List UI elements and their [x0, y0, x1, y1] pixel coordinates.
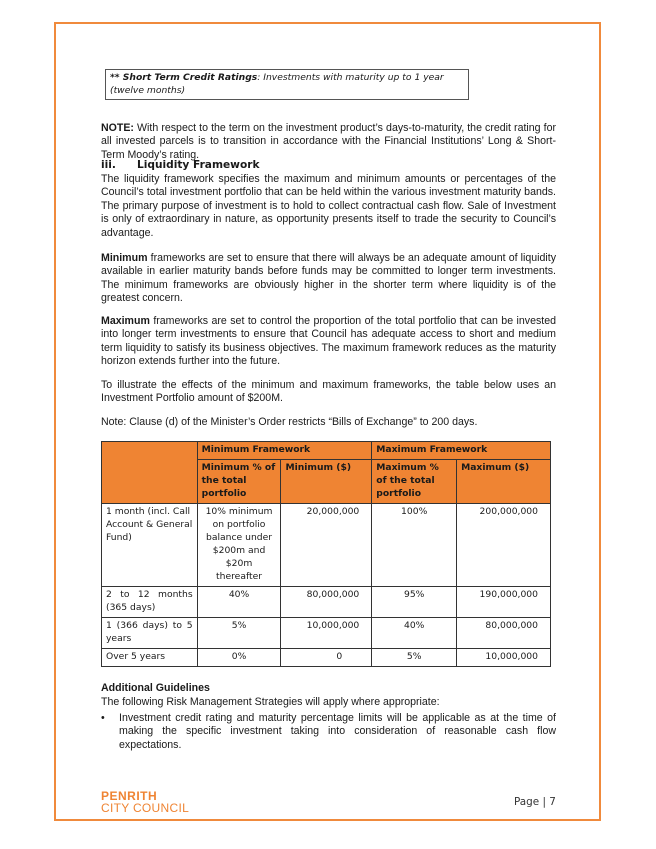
paragraph-liquidity-intro: The liquidity framework specifies the maximum and minimum amounts or percentages of the Council’s total investment portfolio that can be held within the various investment maturity bands. The primary purpose of investment is to hold to collect contractual cash flow. Sale of Investment is only of extraordinary in nature, as opportunity presents itself to trade the security to Council’s advantage. — [101, 173, 556, 239]
band-cell: 2 to 12 months (365 days) — [102, 587, 198, 618]
section-title: Liquidity Framework — [137, 159, 260, 171]
additional-guidelines-title: Additional Guidelines — [101, 682, 210, 694]
min-amt-cell: 0 — [281, 649, 372, 667]
maximum-label: Maximum — [101, 315, 150, 327]
section-heading — [101, 159, 260, 171]
table-row — [102, 587, 551, 618]
maximum-text: frameworks are set to control the proportion of the total portfolio that can be invested into longer term investments to ensure that Council has adequate access to short and medium term liquidity to satisfy its business objectives. The maximum framework reduces as the maturity horizon extends further into the future. — [101, 315, 556, 368]
table-row — [102, 504, 551, 587]
paragraph-illustration: To illustrate the effects of the minimum and maximum frameworks, the table below uses an Investment Portfolio amount of $200M. — [101, 379, 556, 405]
max-pct-cell: 40% — [372, 618, 457, 649]
min-pct-cell: 40% — [197, 587, 281, 618]
band-cell: 1 month (incl. Call Account & General Fund) — [102, 504, 198, 587]
table-row — [102, 618, 551, 649]
col-header-max-pct: Maximum % of the total portfolio — [372, 460, 457, 504]
note-paragraph — [101, 122, 556, 162]
note-box-label: ** Short Term Credit Ratings — [110, 72, 258, 83]
minimum-label: Minimum — [101, 252, 148, 264]
short-term-note-box — [105, 69, 469, 100]
min-amt-cell: 10,000,000 — [281, 618, 372, 649]
minimum-text: frameworks are set to ensure that there will always be an adequate amount of liquidity available in earlier maturity bands before funds may be committed to longer term investments. The minimum frameworks are obviously higher in the shorter term where liquidity is of the greatest concern. — [101, 252, 556, 305]
max-amt-cell: 200,000,000 — [457, 504, 551, 587]
logo-line-penrith: PENRITH — [101, 789, 158, 803]
note-box-text: : Investments with maturity up to 1 year (twelve months) — [110, 72, 444, 96]
page-number: Page | 7 — [514, 796, 556, 808]
min-pct-cell: 10% minimum on portfolio balance under $200m and $20m thereafter — [197, 504, 281, 587]
max-pct-cell: 100% — [372, 504, 457, 587]
max-pct-cell: 95% — [372, 587, 457, 618]
paragraph-bills-note: Note: Clause (d) of the Minister’s Order restricts “Bills of Exchange” to 200 days. — [101, 416, 478, 428]
table-header-blank — [102, 442, 198, 504]
table-row — [102, 649, 551, 667]
max-pct-cell: 5% — [372, 649, 457, 667]
table-group-header-row — [102, 442, 551, 460]
group-header-minimum: Minimum Framework — [197, 442, 372, 460]
min-pct-cell: 0% — [197, 649, 281, 667]
col-header-min-amt: Minimum ($) — [281, 460, 372, 504]
max-amt-cell: 190,000,000 — [457, 587, 551, 618]
min-amt-cell: 20,000,000 — [281, 504, 372, 587]
max-amt-cell: 10,000,000 — [457, 649, 551, 667]
col-header-max-amt: Maximum ($) — [457, 460, 551, 504]
additional-guidelines-intro: The following Risk Management Strategies will apply where appropriate: — [101, 696, 440, 708]
paragraph-maximum — [101, 315, 556, 369]
penrith-city-council-logo — [101, 790, 189, 814]
band-cell: Over 5 years — [102, 649, 198, 667]
list-item — [101, 712, 556, 752]
group-header-maximum: Maximum Framework — [372, 442, 551, 460]
band-cell: 1 (366 days) to 5 years — [102, 618, 198, 649]
liquidity-framework-table — [101, 441, 551, 667]
note-label: NOTE: — [101, 122, 134, 134]
list-item-text: Investment credit rating and maturity percentage limits will be applicable as at the time of making the specific investment taking into consideration of reasonable cash flow expectations. — [119, 712, 556, 751]
logo-line-city-council: CITY COUNCIL — [101, 801, 190, 815]
section-number: iii. — [101, 159, 116, 171]
col-header-min-pct: Minimum % of the total portfolio — [197, 460, 281, 504]
min-amt-cell: 80,000,000 — [281, 587, 372, 618]
bullet-icon: • — [101, 712, 105, 724]
guidelines-list — [101, 712, 556, 752]
note-text: With respect to the term on the investment product’s days-to-maturity, the credit rating for all invested parcels is to transition in accordance with the Financial Institutions’ Long & Short-Term Moody’s rating. — [101, 122, 556, 161]
min-pct-cell: 5% — [197, 618, 281, 649]
max-amt-cell: 80,000,000 — [457, 618, 551, 649]
paragraph-minimum — [101, 252, 556, 306]
